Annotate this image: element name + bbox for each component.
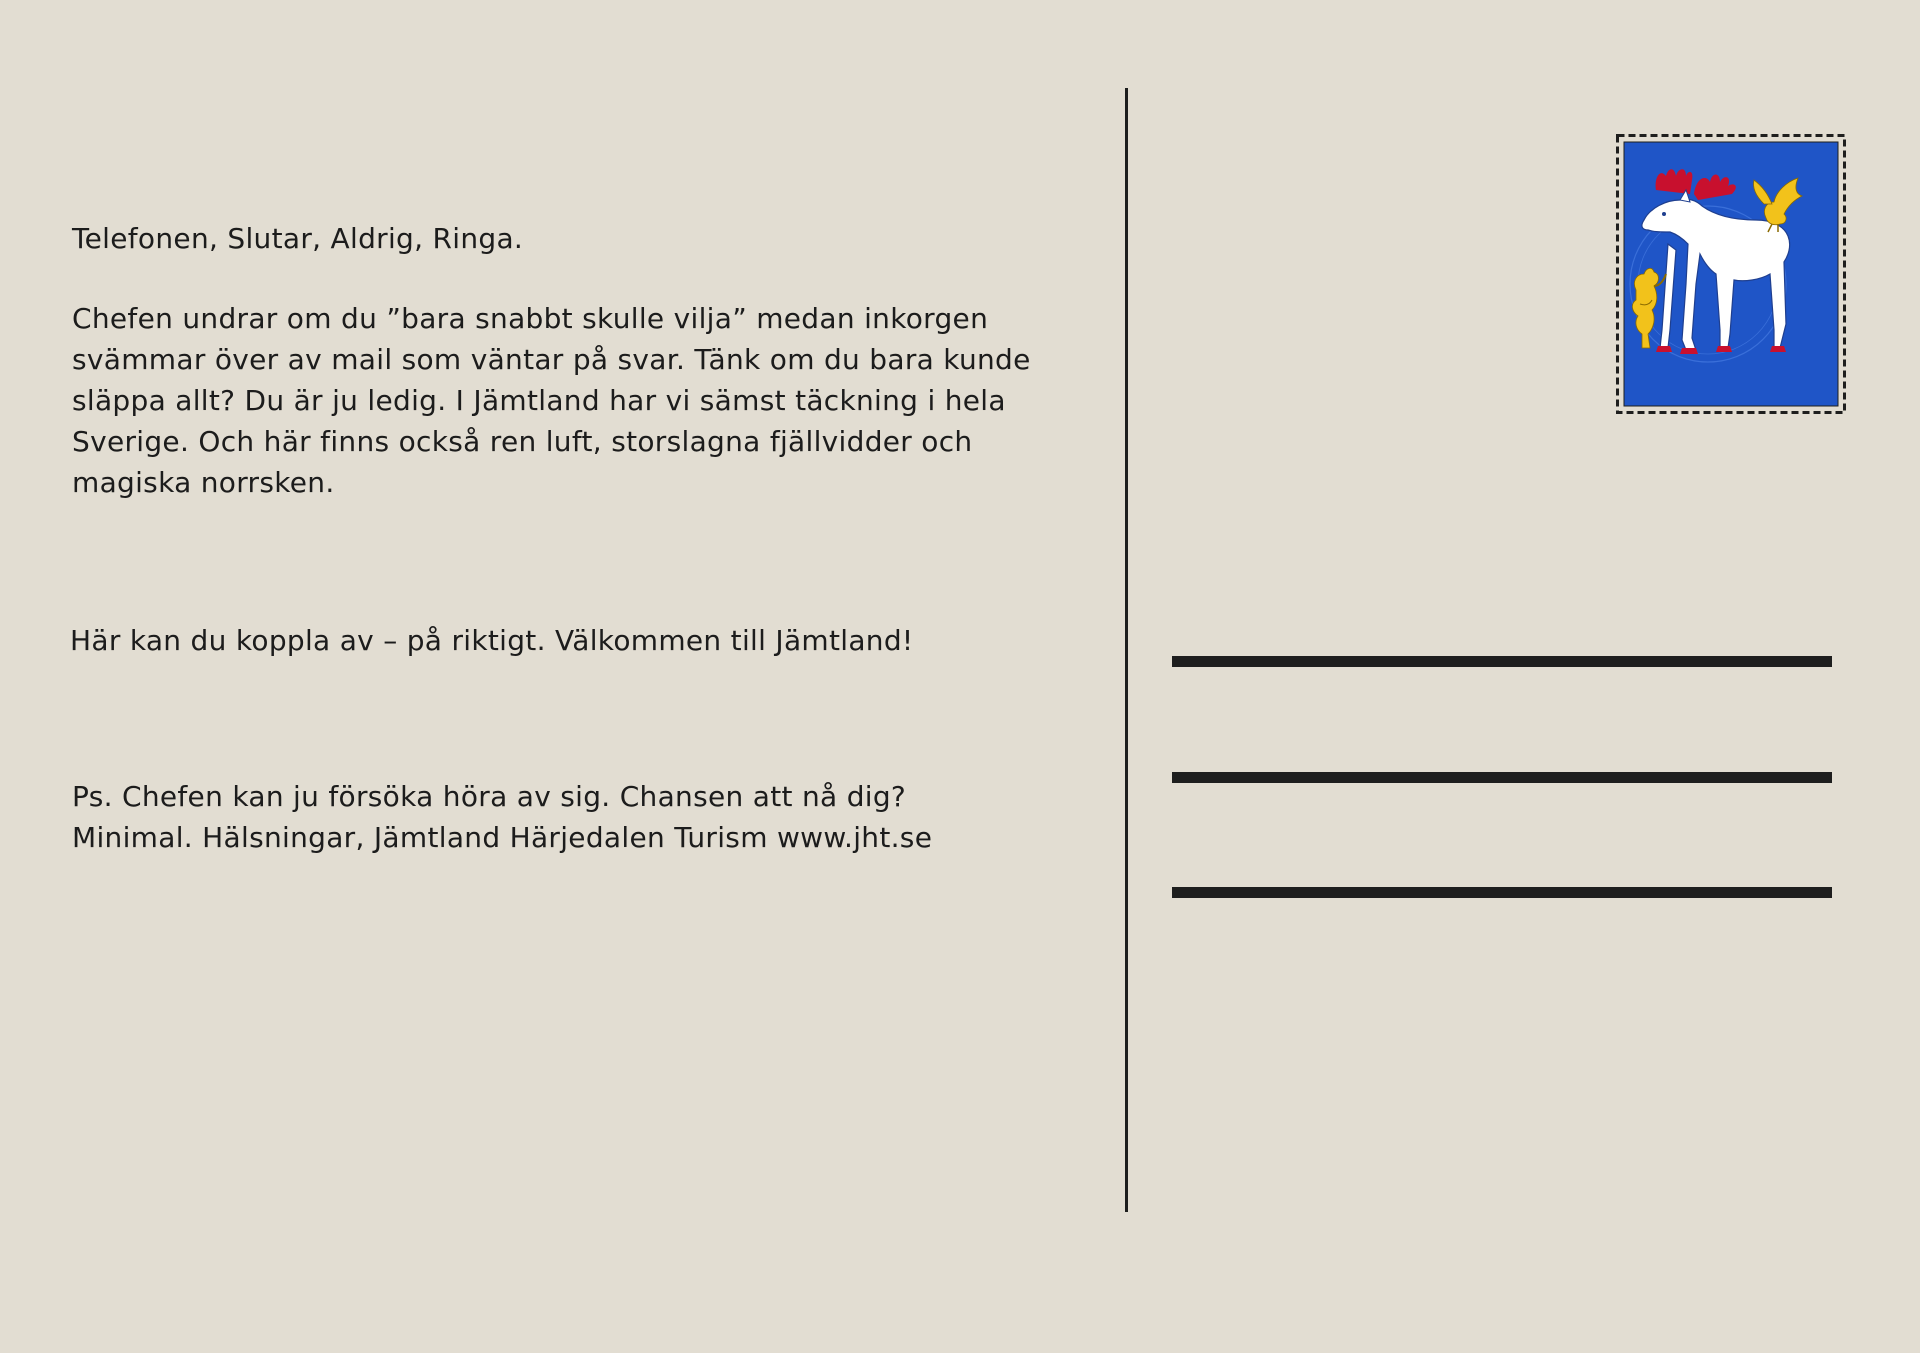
address-line <box>1172 772 1832 783</box>
message-body-line: magiska norrsken. <box>72 466 335 499</box>
jamtland-coat-of-arms-icon <box>1616 134 1846 414</box>
address-line <box>1172 656 1832 667</box>
postscript-line: Minimal. Hälsningar, Jämtland Härjedalen Turism www.jht.se <box>72 821 933 854</box>
message-body <box>72 298 1092 503</box>
center-divider <box>1125 88 1128 1212</box>
message-body-line: Chefen undrar om du ”bara snabbt skulle vilja” medan inkorgen <box>72 302 989 335</box>
postscript-line: Ps. Chefen kan ju försöka höra av sig. Chansen att nå dig? <box>72 780 907 813</box>
message-body-line: släppa allt? Du är ju ledig. I Jämtland har vi sämst täckning i hela <box>72 384 1006 417</box>
message-body-line: svämmar över av mail som väntar på svar. Tänk om du bara kunde <box>72 343 1031 376</box>
address-line <box>1172 887 1832 898</box>
message-body-line: Sverige. Och här finns också ren luft, storslagna fjällvidder och <box>72 425 973 458</box>
greeting-line: Telefonen, Slutar, Aldrig, Ringa. <box>72 222 524 255</box>
stamp <box>1616 134 1846 414</box>
postscript <box>72 776 1092 858</box>
welcome-line: Här kan du koppla av – på riktigt. Välkommen till Jämtland! <box>70 624 914 657</box>
